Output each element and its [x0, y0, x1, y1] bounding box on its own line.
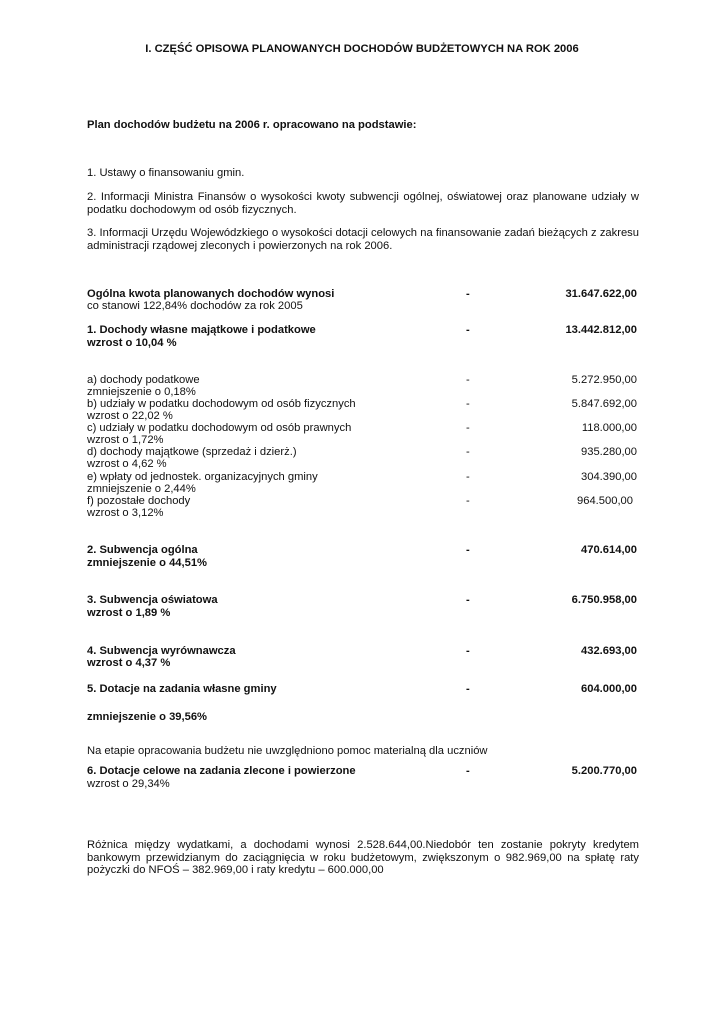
targeted-grants-sub: wzrost o 29,34%: [87, 778, 170, 790]
education-subsidy-amount: 6.750.958,00: [571, 594, 637, 606]
general-subsidy-amount: 470.614,00: [581, 544, 637, 556]
own-item-d-label: d) dochody majątkowe (sprzedaż i dzierż.): [87, 446, 297, 458]
own-item-e-dash: -: [466, 471, 470, 483]
own-sub: wzrost o 10,04 %: [87, 337, 177, 349]
equalization-subsidy-sub: wzrost o 4,37 %: [87, 657, 171, 669]
own-item-d-amount: 935.280,00: [581, 446, 637, 458]
own-item-e-amount: 304.390,00: [581, 471, 637, 483]
own-item-b-amount: 5.847.692,00: [571, 398, 637, 410]
own-item-a-label: a) dochody podatkowe: [87, 374, 200, 386]
targeted-grants-dash: -: [466, 765, 470, 777]
total-label: Ogólna kwota planowanych dochodów wynosi: [87, 288, 335, 300]
own-item-c-dash: -: [466, 422, 470, 434]
own-item-f-amount: 964.500,00: [577, 495, 633, 507]
own-label: 1. Dochody własne majątkowe i podatkowe: [87, 324, 316, 336]
intro-heading: Plan dochodów budżetu na 2006 r. opracowano na podstawie:: [87, 119, 417, 131]
own-item-b-label: b) udziały w podatku dochodowym od osób fizycznych: [87, 398, 356, 410]
targeted-grants-amount: 5.200.770,00: [571, 765, 637, 777]
equalization-subsidy-label: 4. Subwencja wyrównawcza: [87, 645, 236, 657]
targeted-grants-label: 6. Dotacje celowe na zadania zlecone i powierzone: [87, 765, 356, 777]
own-item-e-sub: zmniejszenie o 2,44%: [87, 483, 196, 495]
total-dash: -: [466, 288, 470, 300]
general-subsidy-label: 2. Subwencja ogólna: [87, 544, 198, 556]
own-item-f-label: f) pozostałe dochody: [87, 495, 191, 507]
own-tasks-grants-sub: zmniejszenie o 39,56%: [87, 711, 208, 723]
total-sub: co stanowi 122,84% dochodów za rok 2005: [87, 300, 303, 312]
basis-item-3: 3. Informacji Urzędu Wojewódzkiego o wysokości dotacji celowych na finansowanie zadań bieżących z zakresu administracji rządowej zleconych i powierzonych na rok 2006.: [87, 227, 639, 252]
own-item-b-sub: wzrost o 22,02 %: [87, 410, 173, 422]
own-item-a-sub: zmniejszenie o 0,18%: [87, 386, 196, 398]
education-subsidy-sub: wzrost o 1,89 %: [87, 607, 171, 619]
own-tasks-grants-amount: 604.000,00: [581, 683, 637, 695]
general-subsidy-dash: -: [466, 544, 470, 556]
basis-item-1: 1. Ustawy o finansowaniu gmin.: [87, 167, 245, 179]
general-subsidy-sub: zmniejszenie o 44,51%: [87, 557, 208, 569]
closing-paragraph: Różnica między wydatkami, a dochodami wynosi 2.528.644,00.Niedobór ten zostanie pokryty kredytem bankowym przewidzianym do zaciągnięcia w roku budżetowym, zwiększonym o 982.969,00 na spłatę raty pożyczki do NFOŚ – 382.969,00 i raty kredytu – 600.000,00: [87, 839, 639, 876]
own-item-d-sub: wzrost o 4,62 %: [87, 458, 167, 470]
own-tasks-grants-dash: -: [466, 683, 470, 695]
equalization-subsidy-amount: 432.693,00: [581, 645, 637, 657]
own-item-c-amount: 118.000,00: [581, 422, 637, 434]
own-item-f-dash: -: [466, 495, 470, 507]
own-item-e-label: e) wpłaty od jednostek. organizacyjnych gminy: [87, 471, 318, 483]
note: Na etapie opracowania budżetu nie uwzględniono pomoc materialną dla uczniów: [87, 745, 488, 757]
own-item-f-sub: wzrost o 3,12%: [87, 507, 164, 519]
own-item-b-dash: -: [466, 398, 470, 410]
education-subsidy-dash: -: [466, 594, 470, 606]
own-amount: 13.442.812,00: [565, 324, 637, 336]
education-subsidy-label: 3. Subwencja oświatowa: [87, 594, 218, 606]
own-item-a-dash: -: [466, 374, 470, 386]
equalization-subsidy-dash: -: [466, 645, 470, 657]
total-amount: 31.647.622,00: [565, 288, 637, 300]
own-item-a-amount: 5.272.950,00: [571, 374, 637, 386]
page-title: I. CZĘŚĆ OPISOWA PLANOWANYCH DOCHODÓW BUDŻETOWYCH NA ROK 2006: [145, 43, 579, 55]
own-dash: -: [466, 324, 470, 336]
own-item-c-sub: wzrost o 1,72%: [87, 434, 164, 446]
own-item-c-label: c) udziały w podatku dochodowym od osób prawnych: [87, 422, 352, 434]
own-item-d-dash: -: [466, 446, 470, 458]
basis-item-2: 2. Informacji Ministra Finansów o wysokości kwoty subwencji ogólnej, oświatowej oraz planowane udziały w podatku dochodowym od osób fizycznych.: [87, 191, 639, 216]
own-tasks-grants-label: 5. Dotacje na zadania własne gminy: [87, 683, 277, 695]
